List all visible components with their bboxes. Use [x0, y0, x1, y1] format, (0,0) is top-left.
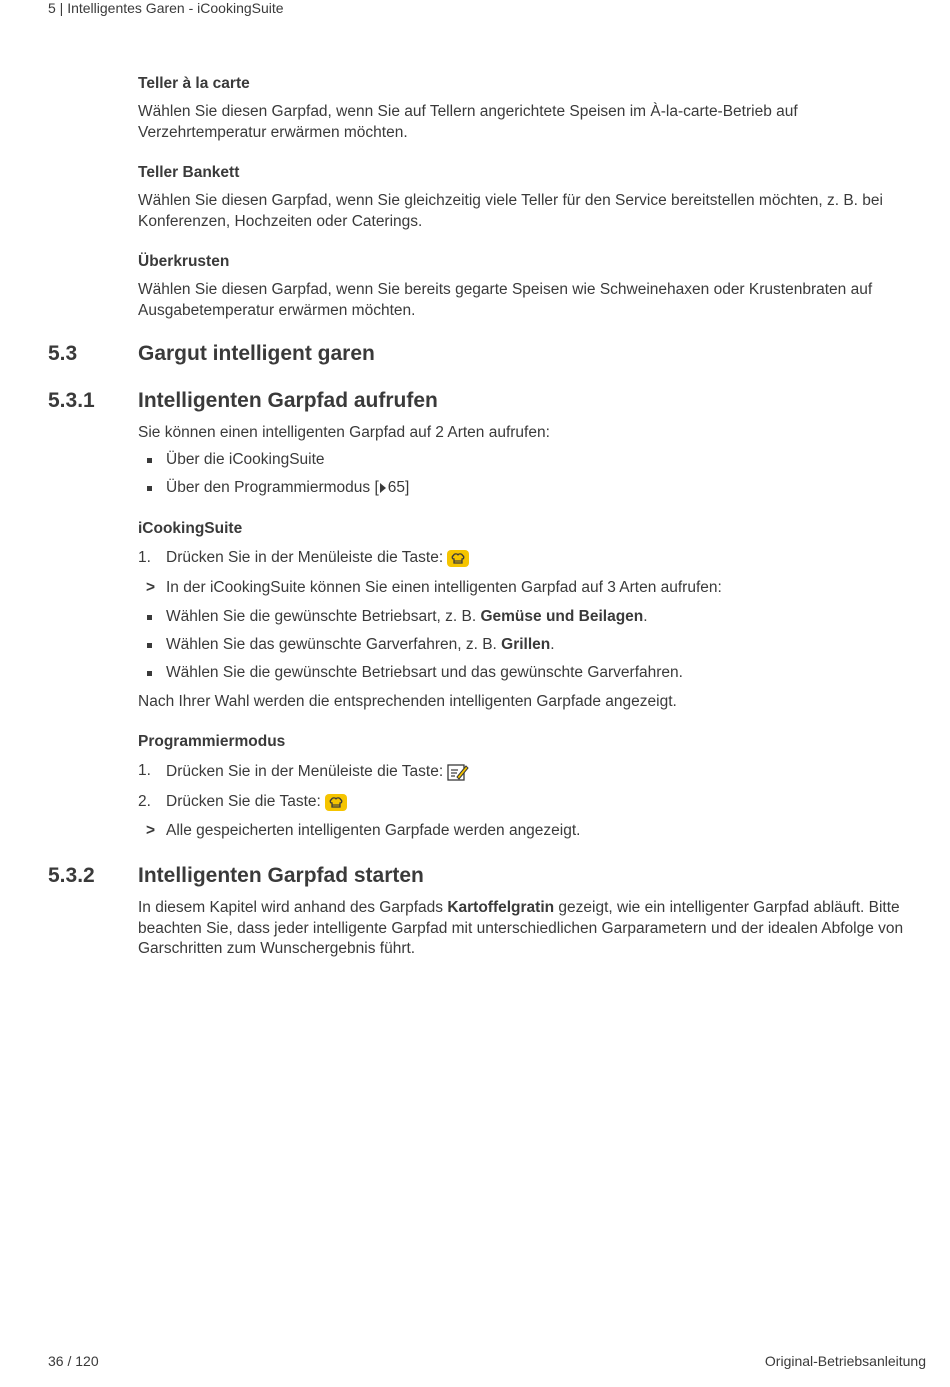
section-intro: Sie können einen intelligenten Garpfad auf 2 Arten aufrufen:	[138, 424, 550, 441]
step-text: Drücken Sie die Taste:	[166, 793, 321, 810]
subsection-heading: Teller à la carte	[138, 75, 250, 92]
subsection-ueberkrusten	[138, 253, 910, 321]
subsection-text: Wählen Sie diesen Garpfad, wenn Sie auf Tellern angerichtete Speisen im À-la-carte-Betrieb auf Verzehrtemperatur erwärmen möchten.	[138, 103, 798, 141]
step-number: 2.	[138, 793, 151, 810]
section-number: 5.3.1	[48, 389, 95, 412]
paragraph: Nach Ihrer Wahl werden die entsprechenden intelligenten Garpfade angezeigt.	[138, 693, 677, 710]
result-marker: >	[146, 579, 156, 596]
play-arrow-icon	[380, 483, 386, 493]
result-marker: >	[146, 822, 156, 839]
subheading-icookingsuite: iCookingSuite	[138, 520, 243, 537]
subsection-text: Wählen Sie diesen Garpfad, wenn Sie bereits gegarte Speisen wie Schweinehaxen oder Krustenbraten auf Ausgabetemperatur erwärmen möchten.	[138, 281, 873, 319]
list-item-link[interactable]: Über den Programmiermodus [ 65]	[166, 479, 410, 496]
document-title: Original-Betriebsanleitung	[764, 1353, 926, 1369]
chef-hat-icon	[447, 550, 469, 567]
subsection-text: Wählen Sie diesen Garpfad, wenn Sie gleichzeitig viele Teller für den Service bereitstellen möchten, z. B. bei Konferenzen, Hochzeiten oder Caterings.	[138, 192, 883, 230]
edit-list-icon	[447, 762, 469, 782]
step-number: 1.	[138, 762, 151, 779]
bullet-marker	[147, 615, 152, 620]
section-title: Gargut intelligent garen	[138, 342, 375, 365]
running-header: 5 | Intelligentes Garen - iCookingSuite	[48, 0, 284, 16]
chef-hat-icon	[325, 794, 347, 811]
bullet-marker	[147, 486, 152, 491]
subsection-teller-bankett	[138, 164, 910, 232]
bullet-marker	[147, 458, 152, 463]
step-text: Drücken Sie in der Menüleiste die Taste:	[166, 549, 444, 566]
result-text: Alle gespeicherten intelligenten Garpfade werden angezeigt.	[166, 822, 581, 839]
section-number: 5.3.2	[48, 864, 95, 887]
section-title: Intelligenten Garpfad aufrufen	[138, 389, 438, 412]
subsection-heading: Teller Bankett	[138, 164, 240, 181]
bullet-marker	[147, 643, 152, 648]
section-title: Intelligenten Garpfad starten	[138, 864, 424, 887]
result-text: In der iCookingSuite können Sie einen intelligenten Garpfad auf 3 Arten aufrufen:	[166, 579, 722, 596]
paragraph: In diesem Kapitel wird anhand des Garpfads Kartoffelgratin gezeigt, wie ein intelligenter Garpfad abläuft. Bitte beachten Sie, dass jeder intelligente Garpfad mit unterschiedlichen Garparametern und der idealen Abfolge von Garschritten zum Wunschergebnis führt.	[138, 899, 904, 957]
section-number: 5.3	[48, 342, 78, 365]
page-number: 36 / 120	[48, 1353, 99, 1369]
subsection-teller-a-la-carte	[138, 75, 910, 143]
list-item-text: Über die iCookingSuite	[166, 451, 325, 468]
bullet-marker	[147, 671, 152, 676]
list-item-text: Wählen Sie die gewünschte Betriebsart und das gewünschte Garverfahren.	[166, 664, 683, 681]
subsection-heading: Überkrusten	[138, 253, 230, 270]
subheading-programmiermodus: Programmiermodus	[138, 733, 286, 750]
step-number: 1.	[138, 549, 151, 566]
step-text: Drücken Sie in der Menüleiste die Taste:	[166, 763, 444, 780]
